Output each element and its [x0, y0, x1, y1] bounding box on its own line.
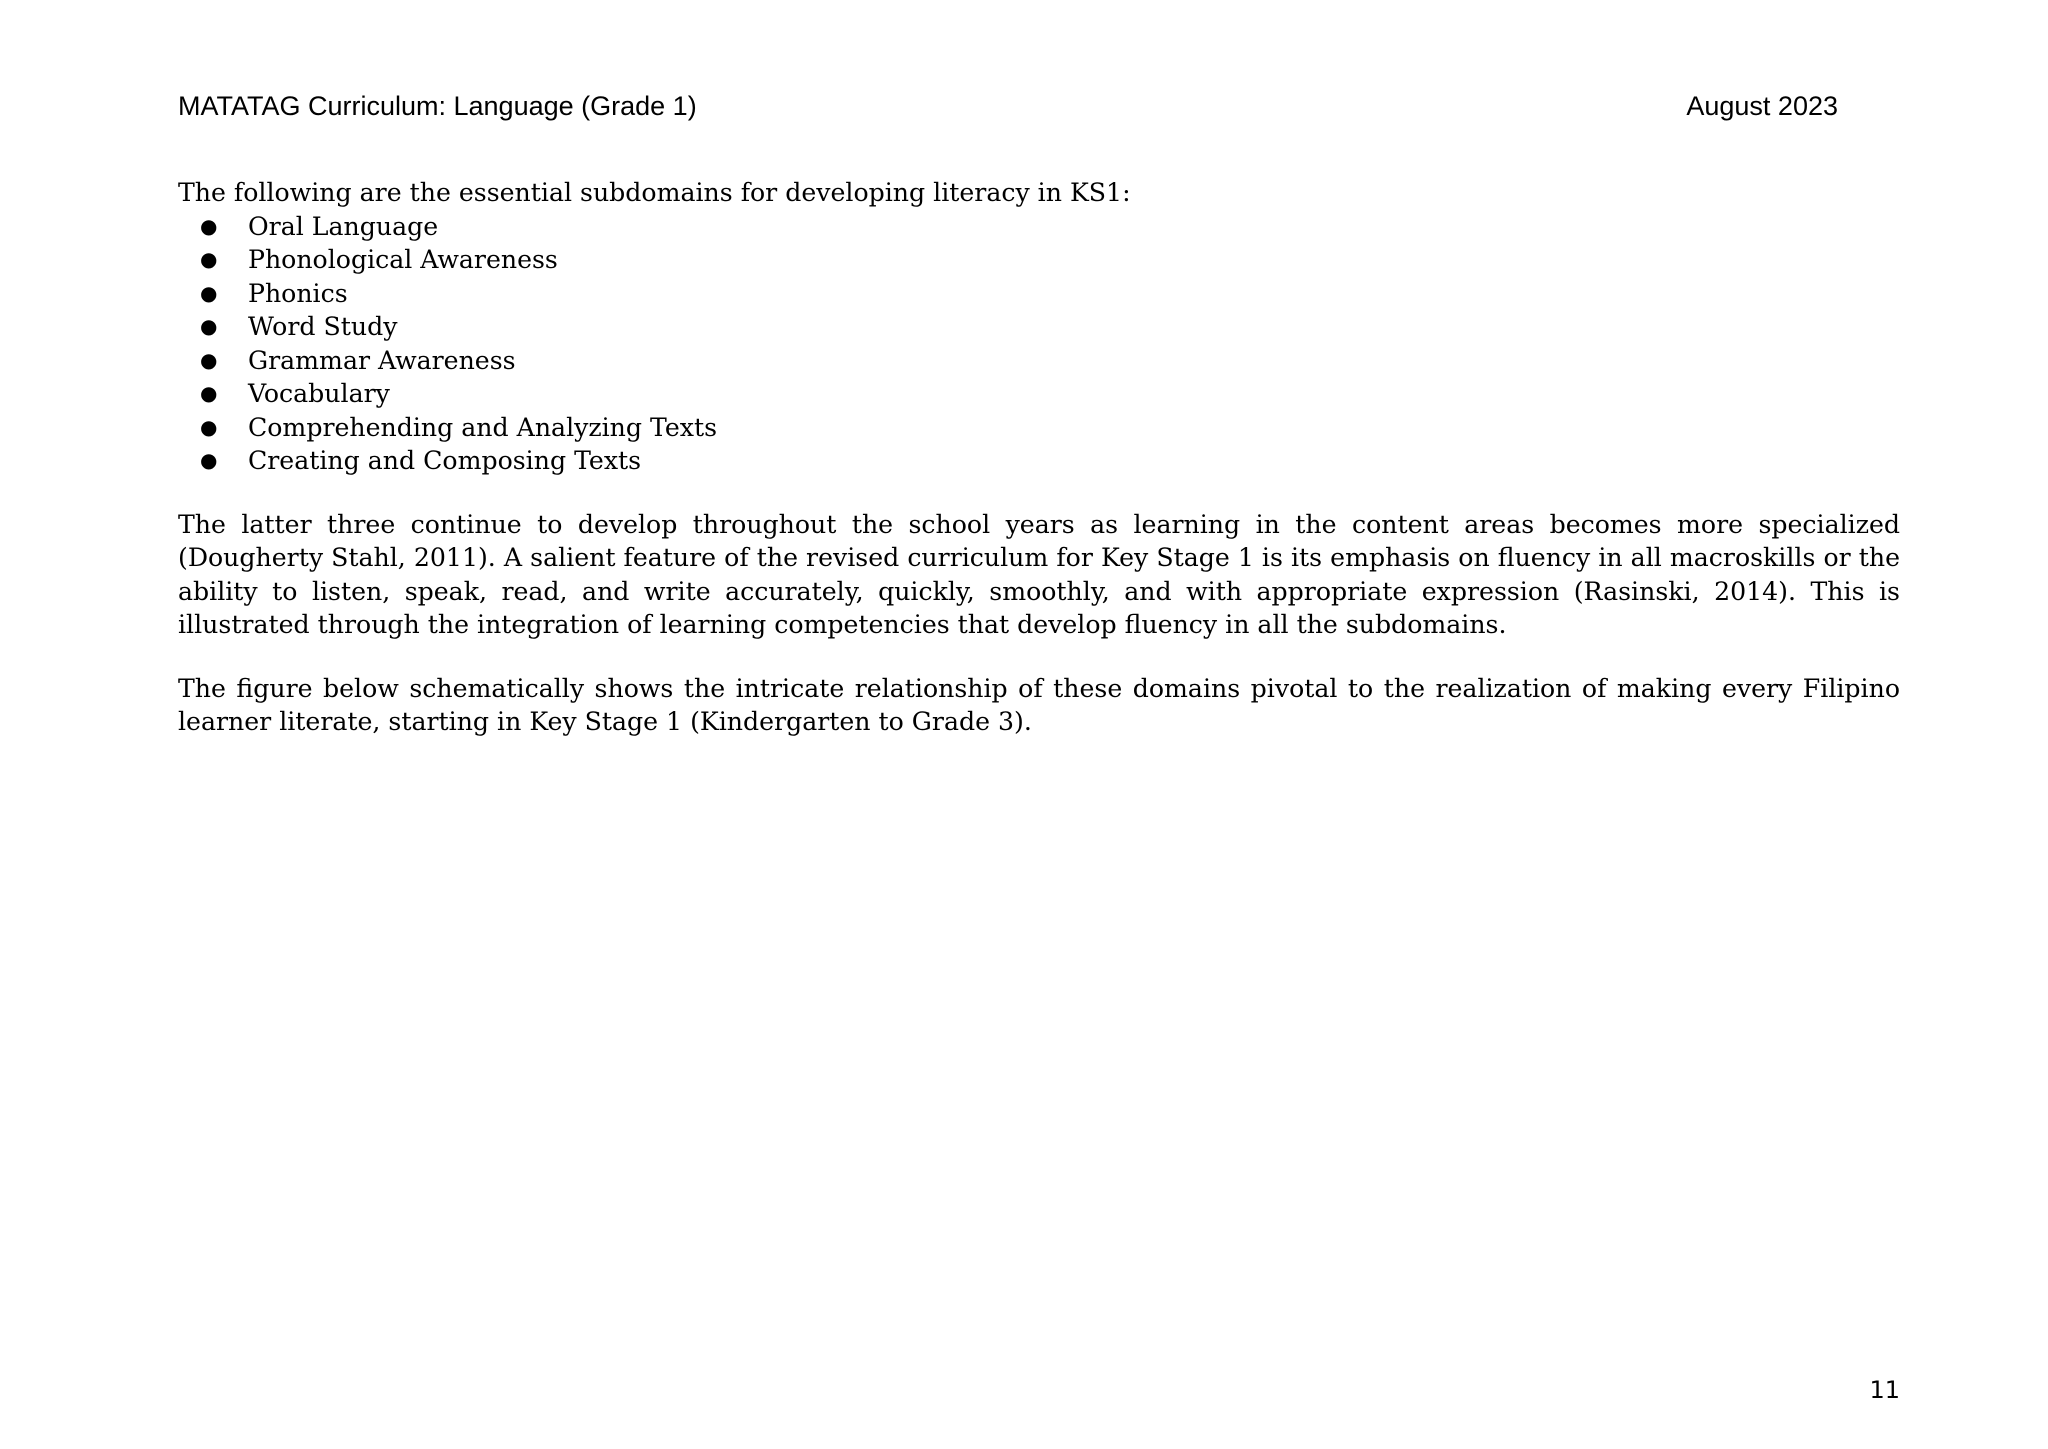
list-item-label: Comprehending and Analyzing Texts — [248, 412, 718, 442]
list-item-label: Vocabulary — [248, 379, 390, 408]
list-item-label: Word Study — [248, 312, 398, 341]
fluency-paragraph: The latter three continue to develop throughout the school years as learning in the content areas becomes more specialized (Dougherty Stahl, 2011). A salient feature of the revised curriculum for Key Stage 1 is its emphasis on fluency in all macroskills or the ability to listen, speak, read, and write accurately, quickly, smoothly, and with appropriate expression (Rasinski, 2014). This is illustrated through the integration of learning competencies that develop fluency in all the subdomains. — [178, 509, 1900, 639]
list-item-label: Phonological Awareness — [248, 245, 558, 274]
bullet-icon: ● — [200, 347, 218, 372]
bullet-icon: ● — [200, 280, 218, 305]
list-item-label: Grammar Awareness — [248, 345, 516, 375]
page-header — [178, 86, 1838, 126]
list-item — [178, 210, 1900, 244]
bullet-icon: ● — [200, 213, 218, 238]
page-number: 11 — [1869, 1376, 1900, 1404]
list-item — [178, 310, 1900, 344]
figure-intro-paragraph: The figure below schematically shows the intricate relationship of these domains pivotal to the realization of making every Filipino learner literate, starting in Key Stage 1 (Kindergarten to Grade 3). — [178, 673, 1900, 736]
document-title: MATATAG Curriculum: Language (Grade 1) — [178, 91, 697, 121]
list-item — [178, 444, 1900, 478]
list-item — [178, 277, 1900, 311]
intro-paragraph: The following are the essential subdomains for developing literacy in KS1: — [178, 178, 1131, 207]
bullet-icon: ● — [200, 314, 218, 338]
subdomain-list — [178, 210, 1900, 478]
bullet-icon: ● — [200, 247, 218, 271]
bullet-icon: ● — [200, 448, 218, 472]
list-item-label: Oral Language — [248, 211, 439, 241]
page-content — [178, 176, 1900, 739]
document-date: August 2023 — [1686, 91, 1838, 121]
list-item-label: Phonics — [248, 278, 348, 308]
bullet-icon: ● — [200, 414, 218, 439]
list-item — [178, 411, 1900, 445]
bullet-icon: ● — [200, 381, 218, 405]
list-item — [178, 377, 1900, 411]
list-item — [178, 243, 1900, 277]
list-item — [178, 344, 1900, 378]
list-item-label: Creating and Composing Texts — [248, 446, 642, 475]
